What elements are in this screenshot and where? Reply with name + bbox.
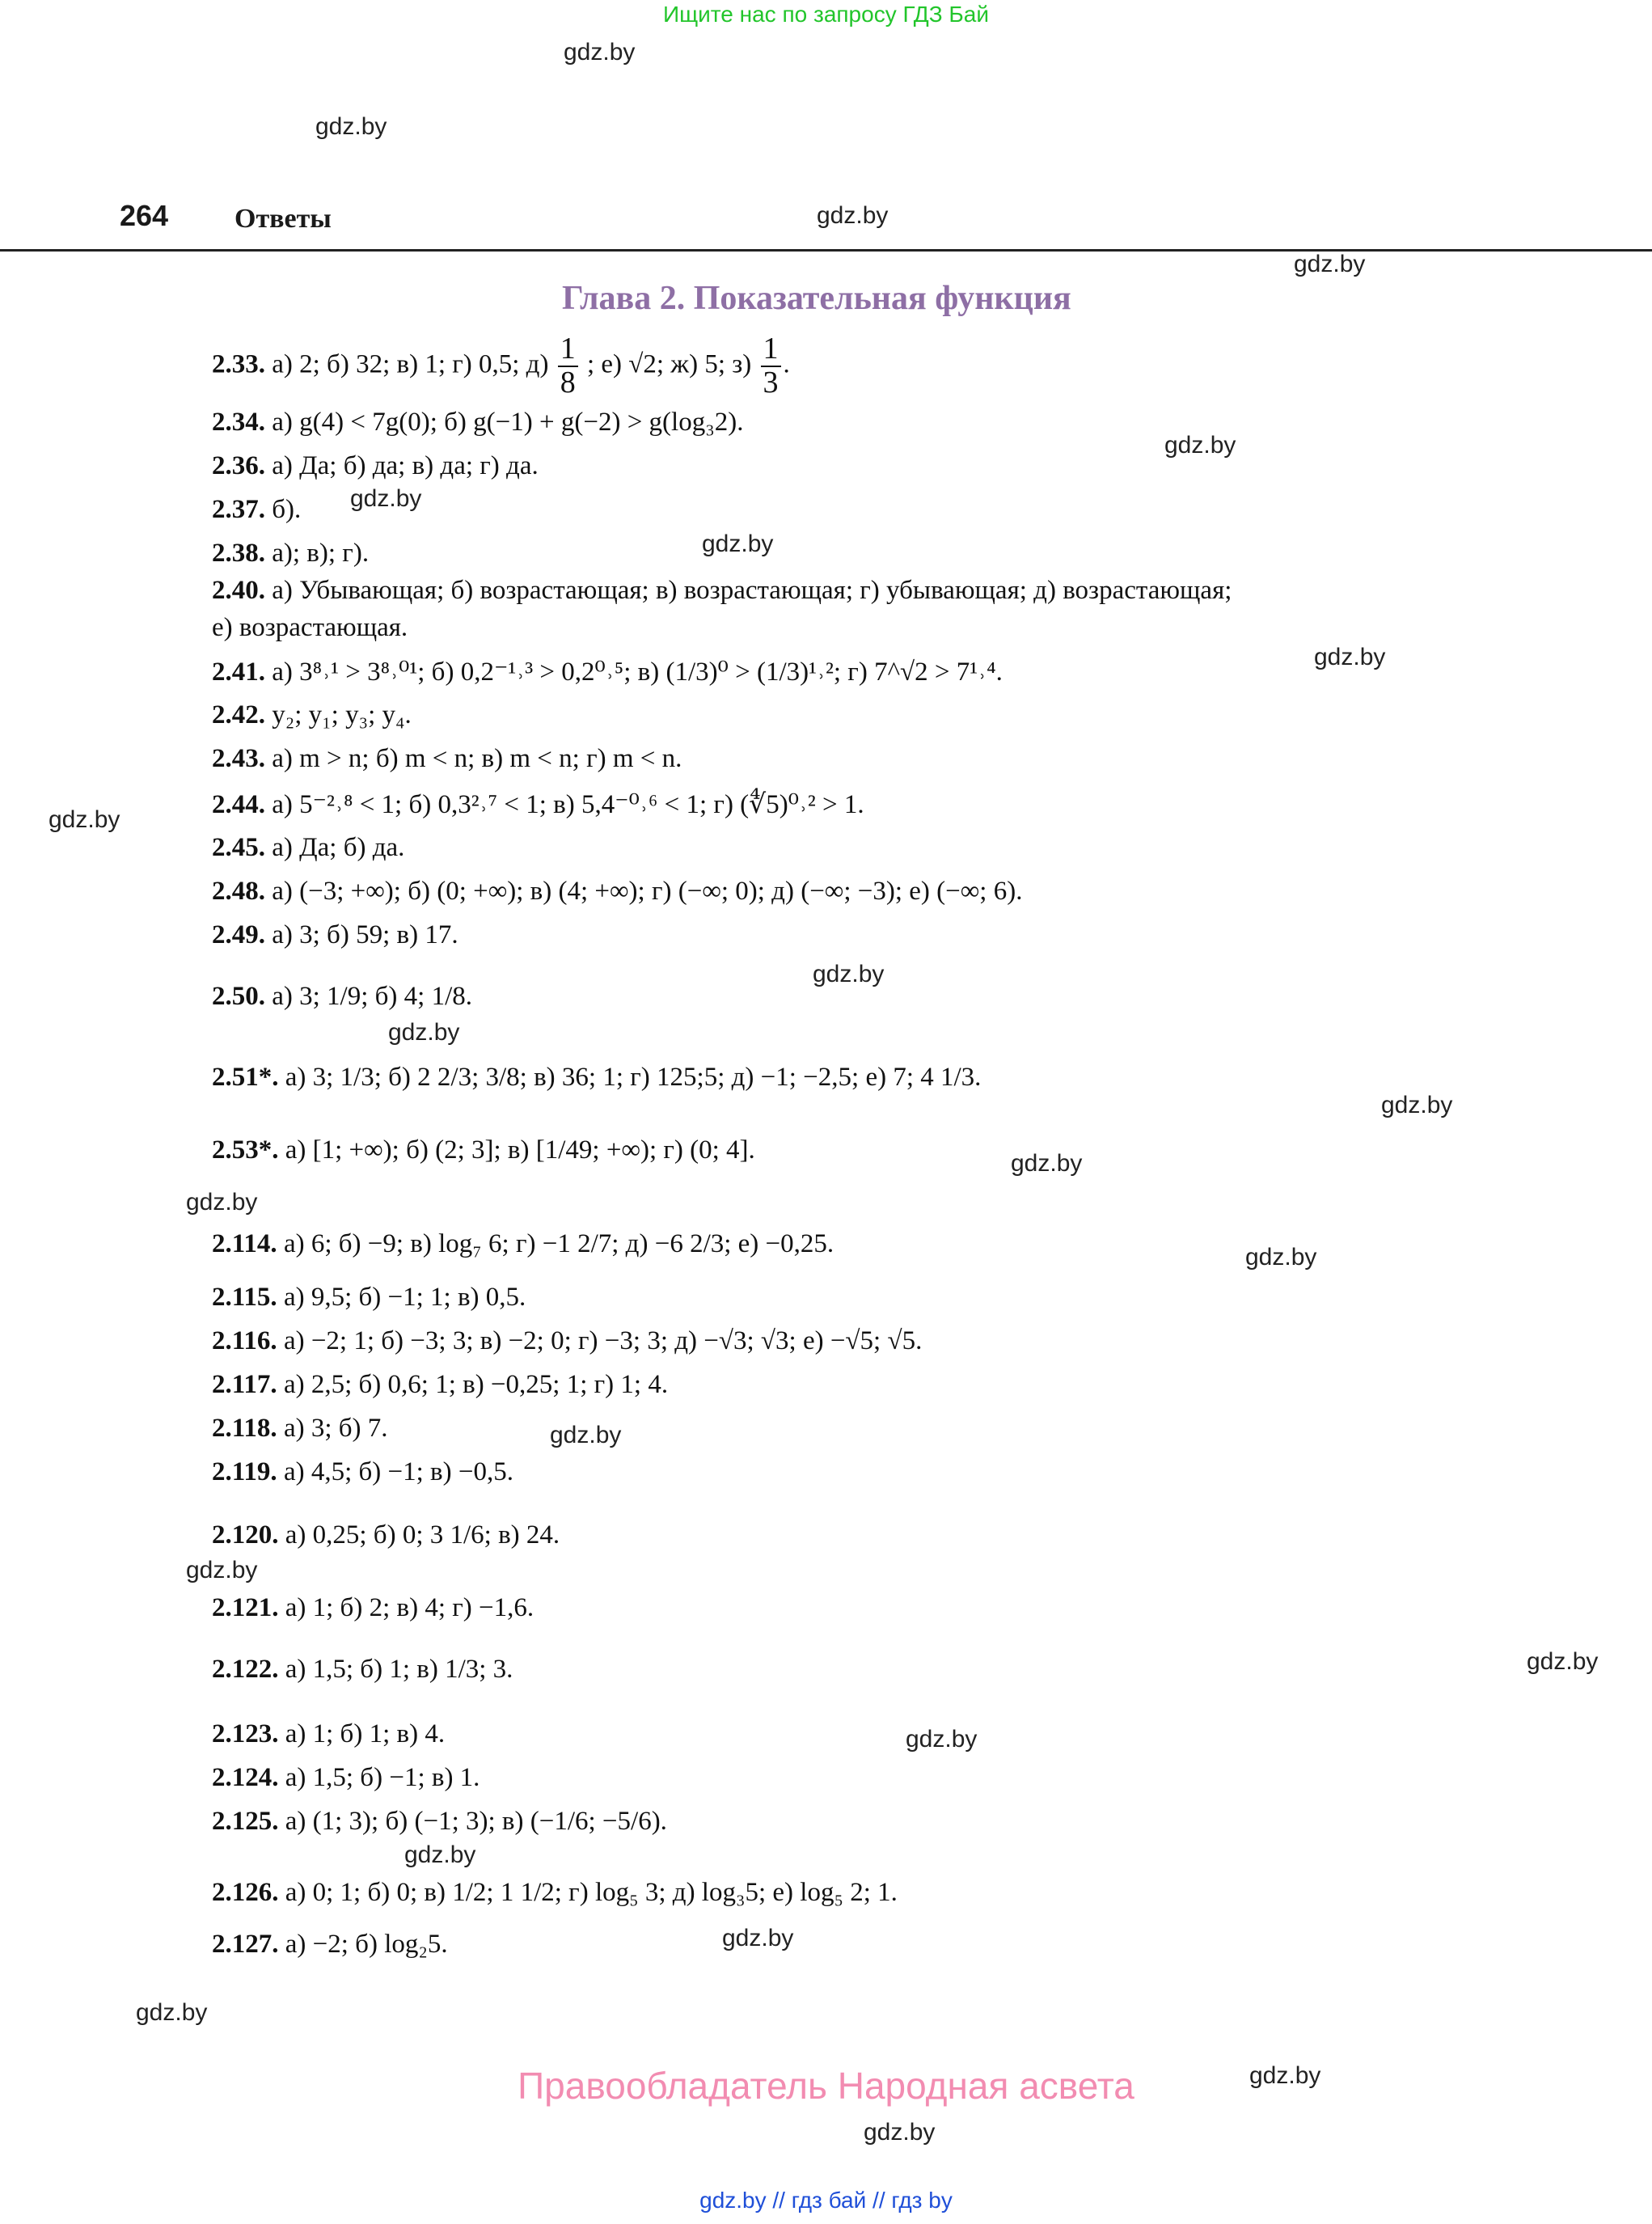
watermark: gdz.by (864, 2119, 936, 2146)
answer-2-37: 2.37. б). (212, 495, 302, 524)
header-rule (0, 249, 1652, 252)
answer-2-33: 2.33. а) 2; б) 32; в) 1; г) 0,5; д) $\frac{1}{8}$ ; е) √2; ж) 5; з) $\frac{1}{3}$ . (212, 332, 790, 400)
answer-2-117: 2.117. а) 2,5; б) 0,6; 1; в) −0,25; 1; г) 1; 4. (212, 1370, 669, 1399)
section-title: Ответы (234, 204, 332, 234)
answer-2-118: 2.118. а) 3; б) 7. (212, 1414, 388, 1443)
answer-2-53: 2.53*. а) [1; +∞); б) (2; 3]; в) [1/49; +∞); г) (0; 4]. (212, 1135, 755, 1165)
answer-2-42: 2.42. y₂; y₁; y₃; y₄. (212, 700, 412, 729)
answer-2-119: 2.119. а) 4,5; б) −1; в) −0,5. (212, 1457, 513, 1486)
answer-2-126: 2.126. а) 0; 1; б) 0; в) 1/2; 1 1/2; г) log₅ 3; д) log₃5; е) log₅ 2; 1. (212, 1878, 898, 1907)
watermark: gdz.by (1164, 432, 1236, 459)
answer-2-38: 2.38. а); в); г). (212, 539, 370, 568)
answer-2-40-cont: е) возрастающая. (212, 613, 408, 642)
watermark: gdz.by (136, 1999, 208, 2026)
watermark: gdz.by (813, 961, 885, 987)
answer-2-115: 2.115. а) 9,5; б) −1; 1; в) 0,5. (212, 1283, 526, 1312)
answer-2-116: 2.116. а) −2; 1; б) −3; 3; в) −2; 0; г) −3; 3; д) −√3; √3; е) −√5; √5. (212, 1326, 923, 1355)
answer-2-121: 2.121. а) 1; б) 2; в) 4; г) −1,6. (212, 1593, 534, 1622)
answer-2-34: 2.34. а) g(4) < 7g(0); б) g(−1) + g(−2) > g(log₃2). (212, 408, 744, 437)
watermark: gdz.by (388, 1019, 460, 1046)
watermark: gdz.by (1294, 251, 1366, 277)
watermark: gdz.by (49, 806, 120, 833)
watermark: gdz.by (1011, 1150, 1083, 1177)
watermark: gdz.by (404, 1841, 476, 1868)
watermark: gdz.by (1249, 2062, 1321, 2089)
watermark: gdz.by (186, 1557, 258, 1583)
answer-2-127: 2.127. а) −2; б) log₂5. (212, 1930, 448, 1959)
answer-2-36: 2.36. а) Да; б) да; в) да; г) да. (212, 451, 539, 480)
footer-links[interactable]: gdz.by // гдз бай // гдз by (699, 2188, 953, 2213)
watermark: gdz.by (722, 1925, 794, 1951)
chapter-title: Глава 2. Показательная функция (562, 280, 1071, 317)
watermark: gdz.by (1381, 1092, 1453, 1118)
answer-2-114: 2.114. а) 6; б) −9; в) log₇ 6; г) −1 2/7; д) −6 2/3; е) −0,25. (212, 1229, 834, 1258)
answer-2-45: 2.45. а) Да; б) да. (212, 833, 405, 862)
watermark: gdz.by (702, 531, 774, 557)
watermark: gdz.by (906, 1726, 978, 1753)
watermark: gdz.by (1527, 1648, 1599, 1675)
answer-2-120: 2.120. а) 0,25; б) 0; 3 1/6; в) 24. (212, 1520, 560, 1550)
watermark: gdz.by (350, 485, 422, 512)
watermark: gdz.by (550, 1422, 622, 1448)
answer-2-124: 2.124. а) 1,5; б) −1; в) 1. (212, 1763, 480, 1792)
answer-2-41: 2.41. а) 3⁸˒¹ > 3⁸˒⁰¹; б) 0,2⁻¹˒³ > 0,2⁰˒⁵; в) (1/3)⁰ > (1/3)¹˒²; г) 7^√2 > 7¹˒⁴. (212, 657, 1003, 687)
copyright-notice: Правообладатель Народная асвета (518, 2065, 1134, 2107)
answer-2-50: 2.50. а) 3; 1/9; б) 4; 1/8. (212, 982, 473, 1011)
page-number: 264 (120, 199, 169, 232)
answer-2-43: 2.43. а) m > n; б) m < n; в) m < n; г) m < n. (212, 744, 682, 773)
answer-2-48: 2.48. а) (−3; +∞); б) (0; +∞); в) (4; +∞); г) (−∞; 0); д) (−∞; −3); е) (−∞; 6). (212, 877, 1023, 906)
answer-2-44: 2.44. а) 5⁻²˒⁸ < 1; б) 0,3²˒⁷ < 1; в) 5,4⁻⁰˒⁶ < 1; г) (∜5)⁰˒² > 1. (212, 790, 864, 819)
watermark: gdz.by (186, 1189, 258, 1216)
watermark: gdz.by (817, 202, 889, 229)
answer-2-123: 2.123. а) 1; б) 1; в) 4. (212, 1719, 446, 1748)
watermark: gdz.by (1314, 644, 1386, 670)
watermark: gdz.by (315, 113, 387, 140)
answer-2-122: 2.122. а) 1,5; б) 1; в) 1/3; 3. (212, 1655, 513, 1684)
watermark: gdz.by (1245, 1244, 1317, 1271)
answer-2-40: 2.40. а) Убывающая; б) возрастающая; в) возрастающая; г) убывающая; д) возрастающая; (212, 576, 1232, 605)
watermark: gdz.by (564, 39, 636, 66)
answer-2-125: 2.125. а) (1; 3); б) (−1; 3); в) (−1/6; −5/6). (212, 1807, 667, 1836)
answer-2-51: 2.51*. а) 3; 1/3; б) 2 2/3; 3/8; в) 36; 1; г) 125;5; д) −1; −2,5; е) 7; 4 1/3. (212, 1063, 982, 1092)
top-banner[interactable]: Ищите нас по запросу ГДЗ Бай (662, 2, 990, 27)
answer-2-49: 2.49. а) 3; б) 59; в) 17. (212, 920, 458, 949)
